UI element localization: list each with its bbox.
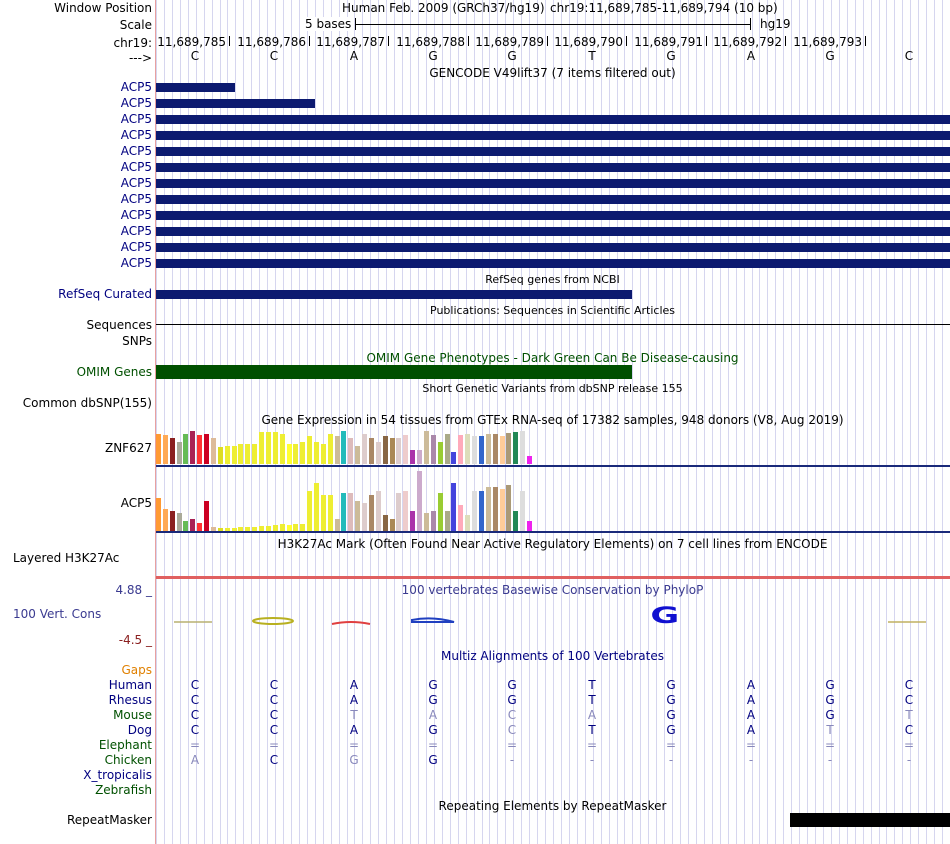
gtex-tissue-bar[interactable] — [307, 436, 312, 464]
gtex-tissue-bar[interactable] — [280, 524, 285, 531]
multiz-base: C — [190, 708, 200, 722]
strand-arrow-label: ---> — [128, 51, 152, 65]
gtex-tissue-bar[interactable] — [314, 483, 319, 531]
multiz-base: C — [269, 678, 279, 692]
gtex-tissue-bar[interactable] — [500, 489, 505, 531]
omim-track-label[interactable]: OMIM Genes — [76, 365, 152, 379]
multiz-base: G — [507, 693, 517, 707]
gtex-tissue-bar[interactable] — [170, 511, 175, 531]
multiz-species-label[interactable]: X_tropicalis — [83, 768, 152, 782]
coord-tick — [547, 36, 548, 46]
gtex-tissue-bar[interactable] — [341, 431, 346, 464]
track-label-column — [0, 0, 155, 844]
multiz-base: G — [428, 678, 438, 692]
multiz-base: G — [666, 723, 676, 737]
gencode-item-bar[interactable] — [156, 99, 315, 108]
multiz-base: = — [824, 738, 836, 752]
multiz-base: - — [668, 753, 674, 767]
multiz-base: A — [746, 708, 756, 722]
multiz-base: G — [428, 693, 438, 707]
gtex-tissue-bar[interactable] — [465, 515, 470, 531]
coord-tick — [865, 36, 866, 46]
multiz-species-label[interactable]: Human — [108, 678, 152, 692]
base-letter: C — [269, 49, 279, 63]
gtex-tissue-bar[interactable] — [163, 509, 168, 531]
base-letter: C — [190, 49, 200, 63]
base-letter: G — [428, 49, 438, 63]
base-letter: G — [825, 49, 835, 63]
multiz-base: A — [587, 708, 597, 722]
gtex-tissue-bar[interactable] — [156, 434, 161, 464]
gtex-tissue-bar[interactable] — [266, 432, 271, 464]
gtex-tissue-bar[interactable] — [431, 511, 436, 531]
gencode-item-label[interactable]: ACP5 — [120, 112, 152, 126]
gtex-tissue-bar[interactable] — [465, 434, 470, 464]
multiz-base: = — [268, 738, 280, 752]
phylop-max-label: 4.88 _ — [115, 583, 152, 597]
multiz-base: G — [666, 678, 676, 692]
omim-gene-bar[interactable] — [156, 365, 632, 379]
gtex-tissue-bar[interactable] — [355, 446, 360, 464]
gtex-tissue-bar[interactable] — [445, 511, 450, 531]
coord-label: 11,689,791 — [634, 35, 703, 49]
gtex-tissue-bar[interactable] — [458, 505, 463, 531]
multiz-base: C — [269, 693, 279, 707]
gtex-tissue-bar[interactable] — [369, 495, 374, 531]
gtex-tissue-bar[interactable] — [376, 442, 381, 464]
gtex-tissue-bar[interactable] — [424, 513, 429, 531]
gtex-tissue-bar[interactable] — [190, 431, 195, 464]
coord-tick — [626, 36, 627, 46]
gtex-tissue-bar[interactable] — [362, 503, 367, 531]
multiz-base: G — [428, 753, 438, 767]
assembly-name: Human Feb. 2009 (GRCh37/hg19) — [342, 1, 545, 15]
publications-track-title: Publications: Sequences in Scientific Articles — [430, 304, 675, 317]
gtex-tissue-bar[interactable] — [451, 452, 456, 464]
gtex-tissue-bar[interactable] — [362, 434, 367, 464]
coord-tick — [706, 36, 707, 46]
gtex-tissue-bar[interactable] — [177, 513, 182, 531]
gtex-tissue-bar[interactable] — [197, 523, 202, 531]
gencode-item-label[interactable]: ACP5 — [120, 144, 152, 158]
gtex-tissue-bar[interactable] — [348, 438, 353, 464]
multiz-base: = — [903, 738, 915, 752]
gtex-tissue-bar[interactable] — [506, 485, 511, 531]
gencode-item-bar[interactable] — [156, 147, 950, 156]
gtex-tissue-bar[interactable] — [307, 491, 312, 531]
h3k27ac-signal[interactable] — [156, 576, 950, 579]
multiz-base: T — [588, 723, 596, 737]
multiz-base: C — [904, 678, 914, 692]
phylop-track-label[interactable]: 100 Vert. Cons — [13, 607, 102, 621]
gtex-tissue-bar[interactable] — [204, 434, 209, 464]
gtex-tissue-bar[interactable] — [225, 446, 230, 464]
multiz-species-label[interactable]: Dog — [127, 723, 152, 737]
gtex-tissue-bar[interactable] — [259, 432, 264, 464]
gencode-item-bar[interactable] — [156, 115, 950, 124]
gtex-tissue-bar[interactable] — [314, 442, 319, 464]
multiz-base: = — [427, 738, 439, 752]
gencode-item-bar[interactable] — [156, 243, 950, 252]
coord-tick — [309, 36, 310, 46]
gtex-separator — [156, 465, 950, 467]
base-letter: T — [588, 49, 596, 63]
gtex-tissue-bar[interactable] — [383, 515, 388, 531]
coord-label: 11,689,792 — [713, 35, 782, 49]
gtex-tissue-bar[interactable] — [513, 432, 518, 464]
coord-label: 11,689,787 — [316, 35, 385, 49]
phylop-mark — [332, 622, 370, 624]
multiz-base: A — [746, 678, 756, 692]
multiz-base: G — [666, 708, 676, 722]
gtex-tissue-bar[interactable] — [376, 491, 381, 531]
position-readout: chr19:11,689,785-11,689,794 (10 bp) — [550, 1, 778, 15]
repeatmasker-element[interactable] — [790, 813, 950, 827]
phylop-logo[interactable] — [156, 600, 950, 635]
gtex-tissue-bar[interactable] — [472, 436, 477, 464]
gtex-tissue-bar[interactable] — [410, 450, 415, 464]
multiz-base: C — [507, 723, 517, 737]
gtex-tissue-bar[interactable] — [273, 432, 278, 464]
multiz-base: A — [746, 693, 756, 707]
gtex-tissue-bar[interactable] — [458, 435, 463, 464]
gtex-tissue-bar[interactable] — [486, 487, 491, 531]
scale-db: hg19 — [760, 17, 791, 31]
gtex-tissue-bar[interactable] — [355, 501, 360, 531]
gencode-item-label[interactable]: ACP5 — [120, 160, 152, 174]
gtex-tissue-bar[interactable] — [417, 471, 422, 531]
gtex-tissue-bar[interactable] — [445, 434, 450, 464]
gtex-tissue-bar[interactable] — [396, 493, 401, 531]
h3k27ac-track-title: H3K27Ac Mark (Often Found Near Active Regulatory Elements) on 7 cell lines from ENCODE — [277, 537, 828, 551]
refseq-track-label[interactable]: RefSeq Curated — [58, 287, 152, 301]
multiz-base: G — [428, 723, 438, 737]
coord-tick — [785, 36, 786, 46]
gtex-tissue-bar[interactable] — [321, 495, 326, 531]
gtex-gene-label-acp5[interactable]: ACP5 — [120, 496, 152, 510]
gtex-track-title: Gene Expression in 54 tissues from GTEx RNA-seq of 17382 samples, 948 donors (V8, Aug 2019) — [261, 413, 844, 427]
repeatmasker-track-title: Repeating Elements by RepeatMasker — [438, 799, 667, 813]
refseq-gene-bar[interactable] — [156, 290, 632, 299]
gtex-tissue-bar[interactable] — [520, 431, 525, 464]
multiz-base: = — [586, 738, 598, 752]
gtex-tissue-bar[interactable] — [451, 483, 456, 531]
gtex-tissue-bar[interactable] — [280, 434, 285, 464]
coord-label: 11,689,789 — [475, 35, 544, 49]
multiz-base: C — [190, 678, 200, 692]
phylop-mark: G — [650, 602, 680, 629]
gtex-tissue-bar[interactable] — [335, 436, 340, 464]
multiz-base: - — [748, 753, 754, 767]
multiz-base: A — [349, 693, 359, 707]
gtex-tissue-bar[interactable] — [183, 434, 188, 464]
multiz-base: A — [428, 708, 438, 722]
coord-label: 11,689,785 — [157, 35, 226, 49]
gtex-tissue-bar[interactable] — [417, 450, 422, 464]
refseq-track-title: RefSeq genes from NCBI — [485, 273, 620, 286]
gtex-tissue-bar[interactable] — [403, 435, 408, 464]
gtex-tissue-bar[interactable] — [341, 493, 346, 531]
gencode-item-label[interactable]: ACP5 — [120, 208, 152, 222]
multiz-base: = — [745, 738, 757, 752]
gtex-tissue-bar[interactable] — [238, 444, 243, 464]
gtex-tissue-bar[interactable] — [390, 519, 395, 531]
multiz-base: - — [509, 753, 515, 767]
gtex-graph-acp5[interactable] — [156, 470, 534, 531]
gtex-tissue-bar[interactable] — [500, 436, 505, 464]
scale-bar — [355, 18, 751, 32]
multiz-base: - — [906, 753, 912, 767]
gtex-tissue-bar[interactable] — [493, 434, 498, 464]
gtex-tissue-bar[interactable] — [197, 435, 202, 464]
gtex-tissue-bar[interactable] — [403, 491, 408, 531]
gtex-tissue-bar[interactable] — [211, 438, 216, 464]
gtex-tissue-bar[interactable] — [183, 521, 188, 531]
multiz-base: T — [905, 708, 913, 722]
multiz-base: G — [825, 708, 835, 722]
dbsnp-track-title: Short Genetic Variants from dbSNP release 155 — [422, 382, 683, 395]
snps-track-label[interactable]: SNPs — [122, 334, 152, 348]
gtex-tissue-bar[interactable] — [156, 498, 161, 531]
gtex-tissue-bar[interactable] — [486, 434, 491, 464]
multiz-base: T — [588, 693, 596, 707]
coord-label: 11,689,788 — [396, 35, 465, 49]
multiz-base: C — [269, 753, 279, 767]
multiz-base: = — [506, 738, 518, 752]
base-letter: A — [349, 49, 359, 63]
gtex-tissue-bar[interactable] — [170, 438, 175, 464]
gtex-tissue-bar[interactable] — [232, 446, 237, 464]
gtex-tissue-bar[interactable] — [252, 444, 257, 464]
multiz-base: A — [349, 723, 359, 737]
dbsnp-track-label[interactable]: Common dbSNP(155) — [22, 396, 152, 410]
gencode-item-bar[interactable] — [156, 179, 950, 188]
multiz-base: T — [826, 723, 834, 737]
multiz-base: A — [190, 753, 200, 767]
gtex-tissue-bar[interactable] — [479, 436, 484, 464]
gtex-tissue-bar[interactable] — [520, 491, 525, 531]
gtex-tissue-bar[interactable] — [328, 495, 333, 531]
gencode-item-bar[interactable] — [156, 259, 950, 268]
gtex-tissue-bar[interactable] — [287, 444, 292, 464]
gtex-tissue-bar[interactable] — [293, 524, 298, 531]
gtex-tissue-bar[interactable] — [383, 436, 388, 464]
base-letter: A — [746, 49, 756, 63]
multiz-base: C — [904, 693, 914, 707]
gtex-tissue-bar[interactable] — [396, 438, 401, 464]
gencode-item-bar[interactable] — [156, 195, 950, 204]
gtex-tissue-bar[interactable] — [293, 444, 298, 464]
multiz-species-label[interactable]: Mouse — [113, 708, 152, 722]
scale-label: Scale — [119, 18, 152, 32]
phylop-min-label: -4.5 _ — [118, 633, 152, 647]
gtex-tissue-bar[interactable] — [527, 521, 532, 531]
gtex-gene-label-znf627[interactable]: ZNF627 — [104, 441, 152, 455]
gencode-item-label[interactable]: ACP5 — [120, 240, 152, 254]
multiz-base: A — [349, 678, 359, 692]
h3k27ac-track-label[interactable]: Layered H3K27Ac — [13, 551, 120, 565]
gtex-graph-znf627[interactable] — [156, 431, 534, 464]
publications-line — [156, 324, 950, 325]
gtex-tissue-bar[interactable] — [321, 444, 326, 464]
gtex-tissue-bar[interactable] — [190, 519, 195, 531]
gtex-tissue-bar[interactable] — [335, 519, 340, 531]
multiz-base: = — [189, 738, 201, 752]
multiz-base: - — [827, 753, 833, 767]
gtex-tissue-bar[interactable] — [300, 524, 305, 531]
gtex-tissue-bar[interactable] — [410, 511, 415, 531]
gtex-tissue-bar[interactable] — [493, 487, 498, 531]
multiz-base: C — [269, 708, 279, 722]
gtex-tissue-bar[interactable] — [390, 438, 395, 464]
multiz-base: T — [588, 678, 596, 692]
publications-track-label[interactable]: Sequences — [86, 318, 152, 332]
gtex-separator — [156, 531, 950, 533]
gtex-tissue-bar[interactable] — [204, 501, 209, 531]
multiz-base: G — [825, 693, 835, 707]
multiz-base: G — [666, 693, 676, 707]
coord-label: 11,689,790 — [554, 35, 623, 49]
phylop-mark — [412, 618, 454, 622]
base-letter: G — [507, 49, 517, 63]
window-position-label: Window Position — [54, 1, 152, 15]
multiz-base: C — [507, 708, 517, 722]
gencode-item-bar[interactable] — [156, 227, 950, 236]
multiz-species-label[interactable]: Zebrafish — [95, 783, 152, 797]
gencode-item-bar[interactable] — [156, 83, 235, 92]
base-letter: C — [904, 49, 914, 63]
multiz-base: - — [589, 753, 595, 767]
multiz-base: C — [904, 723, 914, 737]
gencode-track-title: GENCODE V49lift37 (7 items filtered out) — [429, 66, 676, 80]
gtex-tissue-bar[interactable] — [328, 434, 333, 464]
gtex-tissue-bar[interactable] — [472, 491, 477, 531]
multiz-species-label[interactable]: Elephant — [98, 738, 152, 752]
multiz-base: A — [746, 723, 756, 737]
gencode-item-bar[interactable] — [156, 211, 950, 220]
multiz-track-title: Multiz Alignments of 100 Vertebrates — [440, 649, 665, 663]
gencode-item-label[interactable]: ACP5 — [120, 192, 152, 206]
gencode-item-label[interactable]: ACP5 — [120, 128, 152, 142]
coord-tick — [229, 36, 230, 46]
multiz-base: G — [507, 678, 517, 692]
gencode-item-bar[interactable] — [156, 163, 950, 172]
gencode-item-label[interactable]: ACP5 — [120, 176, 152, 190]
phylop-track-title: 100 vertebrates Basewise Conservation by PhyloP — [401, 583, 704, 597]
multiz-base: = — [665, 738, 677, 752]
coord-tick — [468, 36, 469, 46]
gencode-item-label[interactable]: ACP5 — [120, 96, 152, 110]
coord-label: 11,689,786 — [237, 35, 306, 49]
gtex-tissue-bar[interactable] — [218, 447, 223, 464]
base-letter: G — [666, 49, 676, 63]
gtex-tissue-bar[interactable] — [431, 435, 436, 464]
omim-track-title: OMIM Gene Phenotypes - Dark Green Can Be Disease-causing — [366, 351, 739, 365]
multiz-base: C — [190, 693, 200, 707]
multiz-base: = — [348, 738, 360, 752]
multiz-species-label[interactable]: Chicken — [104, 753, 152, 767]
gtex-tissue-bar[interactable] — [348, 493, 353, 531]
multiz-base: T — [350, 708, 358, 722]
chrom-label: chr19: — [113, 36, 152, 50]
multiz-species-label[interactable]: Rhesus — [108, 693, 152, 707]
repeatmasker-track-label[interactable]: RepeatMasker — [66, 813, 152, 827]
gencode-item-label[interactable]: ACP5 — [120, 80, 152, 94]
scale-text: 5 bases — [305, 17, 352, 31]
multiz-base: G — [825, 678, 835, 692]
gtex-tissue-bar[interactable] — [438, 442, 443, 464]
gencode-item-bar[interactable] — [156, 131, 950, 140]
multiz-base: G — [349, 753, 359, 767]
gtex-tissue-bar[interactable] — [163, 435, 168, 464]
gtex-tissue-bar[interactable] — [438, 493, 443, 531]
gtex-tissue-bar[interactable] — [513, 511, 518, 531]
gtex-tissue-bar[interactable] — [527, 456, 532, 464]
gtex-tissue-bar[interactable] — [369, 438, 374, 464]
multiz-gaps-label: Gaps — [121, 663, 152, 677]
coord-label: 11,689,793 — [793, 35, 862, 49]
gtex-tissue-bar[interactable] — [245, 444, 250, 464]
multiz-base: C — [269, 723, 279, 737]
multiz-base: C — [190, 723, 200, 737]
gencode-item-label[interactable]: ACP5 — [120, 224, 152, 238]
coord-tick — [388, 36, 389, 46]
gtex-tissue-bar[interactable] — [506, 433, 511, 464]
gtex-tissue-bar[interactable] — [177, 442, 182, 464]
phylop-mark — [253, 618, 293, 624]
gtex-tissue-bar[interactable] — [479, 491, 484, 531]
gencode-item-label[interactable]: ACP5 — [120, 256, 152, 270]
gtex-tissue-bar[interactable] — [300, 442, 305, 464]
gtex-tissue-bar[interactable] — [424, 431, 429, 464]
